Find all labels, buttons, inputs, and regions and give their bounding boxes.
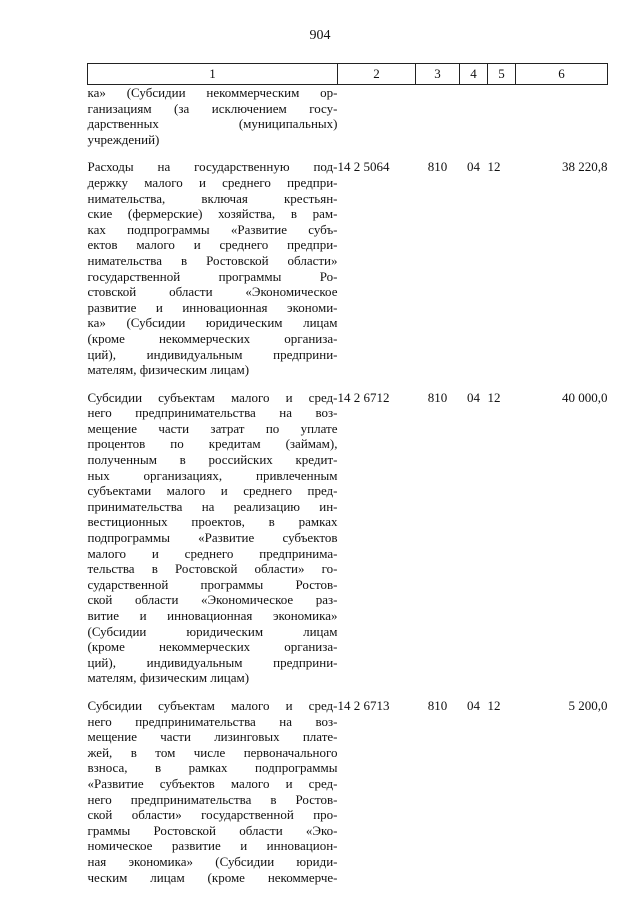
row-description	[88, 378, 338, 686]
amount: 5 200,0	[568, 697, 608, 713]
description-line: процентов по кредитам (займам),	[87, 436, 338, 452]
page-number: 904	[309, 28, 331, 43]
target-article-code: 14 2 5064	[337, 159, 390, 175]
description-line: мещение части затрат по уплате	[87, 420, 338, 436]
description-line: жей, в том числе первоначального	[87, 744, 338, 760]
description-line: него предпринимательства на воз-	[87, 713, 338, 729]
description-line: полученным в российских кредит-	[87, 452, 338, 468]
description-line: витие и инновационная экономика»	[87, 608, 338, 623]
amount: 40 000,0	[562, 389, 608, 405]
expense-type-code: 810	[427, 389, 448, 405]
description-line: подпрограммы «Развитие субъектов	[87, 530, 338, 546]
description-line: ций), индивидуальным предприни-	[87, 654, 338, 670]
description-line: ские (фермерские) хозяйства, в рам-	[87, 206, 338, 222]
description-line: мещение части лизинговых плате-	[87, 729, 338, 745]
description-line: ках подпрограммы «Развитие субъ-	[87, 221, 338, 237]
expense-type-code: 810	[427, 159, 448, 175]
description-line: ской области» государственной про-	[87, 807, 338, 823]
description-line: мателям, физическим лицам)	[87, 362, 250, 378]
description-line: ектов малого и среднего предпри-	[87, 237, 338, 253]
description-line: него предпринимательства в Ростов-	[87, 791, 338, 807]
description-line: стовской области «Экономическое	[87, 284, 338, 300]
description-line: нимательства, включая крестьян-	[87, 190, 338, 206]
description-line: ций), индивидуальным предприни-	[87, 346, 338, 362]
description-line: ка» (Субсидии некоммерческим ор-	[87, 85, 338, 100]
description-line: субъектами малого и среднего пред-	[87, 483, 338, 499]
table-row	[88, 85, 608, 148]
description-line: (кроме некоммерческих организа-	[87, 330, 338, 346]
table-row	[88, 686, 608, 885]
description-line: него предпринимательства на воз-	[87, 405, 338, 421]
description-line: тельства в Ростовской области» го-	[87, 561, 338, 577]
subsection-code	[488, 85, 516, 148]
description-line: дарственных (муниципальных)	[87, 116, 338, 132]
column-header: 6	[516, 64, 608, 85]
header-row	[88, 64, 608, 85]
section-code	[460, 85, 488, 148]
table-row	[88, 378, 608, 686]
target-article-code: 14 2 6712	[337, 389, 390, 405]
description-line: ческим лицам (кроме некоммерче-	[87, 869, 338, 885]
column-header: 4	[460, 64, 488, 85]
description-line: номическое развитие и инновацион-	[87, 838, 338, 854]
description-line: граммы Ростовской области «Эко-	[87, 822, 338, 838]
expense-type-code	[416, 85, 460, 148]
description-line: Субсидии субъектам малого и сред-	[87, 697, 338, 713]
description-line: держку малого и среднего предпри-	[87, 174, 338, 190]
description-line: ных организациях, привлеченным	[87, 467, 338, 483]
column-header: 3	[416, 64, 460, 85]
description-line: Расходы на государственную под-	[87, 159, 338, 175]
description-line: (Субсидии юридическим лицам	[87, 623, 338, 639]
description-line: ка» (Субсидии юридическим лицам	[87, 315, 338, 331]
description-line: ганизациям (за исключением госу-	[87, 100, 338, 116]
description-line: принимательства на реализацию ин-	[87, 498, 338, 514]
subsection-code: 12	[487, 159, 501, 175]
description-line: «Развитие субъектов малого и сред-	[87, 775, 338, 791]
expense-type-code: 810	[427, 697, 448, 713]
description-line: ная экономика» (Субсидии юриди-	[87, 853, 338, 869]
target-article-code: 14 2 6713	[337, 697, 390, 713]
column-header: 1	[88, 64, 338, 85]
description-line: мателям, физическим лицам)	[87, 670, 250, 686]
description-line: сударственной программы Ростов-	[87, 576, 338, 592]
row-description	[88, 147, 338, 377]
description-line: (кроме некоммерческих организа-	[87, 639, 338, 655]
description-line: учреждений)	[87, 131, 160, 147]
column-header: 5	[488, 64, 516, 85]
subsection-code: 12	[487, 389, 501, 405]
subsection-code: 12	[487, 697, 501, 713]
description-line: государственной программы Ро-	[87, 268, 338, 284]
description-line: развитие и инновационная экономи-	[87, 299, 338, 315]
amount	[516, 85, 608, 148]
description-line: Субсидии субъектам малого и сред-	[87, 389, 338, 405]
description-line: малого и среднего предпринима-	[87, 545, 338, 561]
description-line: взноса, в рамках подпрограммы	[87, 760, 338, 776]
target-article-code	[338, 85, 416, 148]
row-description	[88, 686, 338, 885]
row-description	[88, 85, 338, 148]
table-row	[88, 147, 608, 377]
description-line: вестиционных проектов, в рамках	[87, 514, 338, 530]
budget-table	[87, 63, 608, 885]
section-code: 04	[467, 159, 480, 175]
description-line: нимательства в Ростовской области»	[87, 252, 338, 268]
section-code: 04	[467, 389, 480, 405]
section-code: 04	[467, 697, 480, 713]
description-line: ской области «Экономическое раз-	[87, 592, 338, 608]
amount: 38 220,8	[562, 159, 608, 175]
table-body	[88, 85, 608, 886]
column-header: 2	[338, 64, 416, 85]
